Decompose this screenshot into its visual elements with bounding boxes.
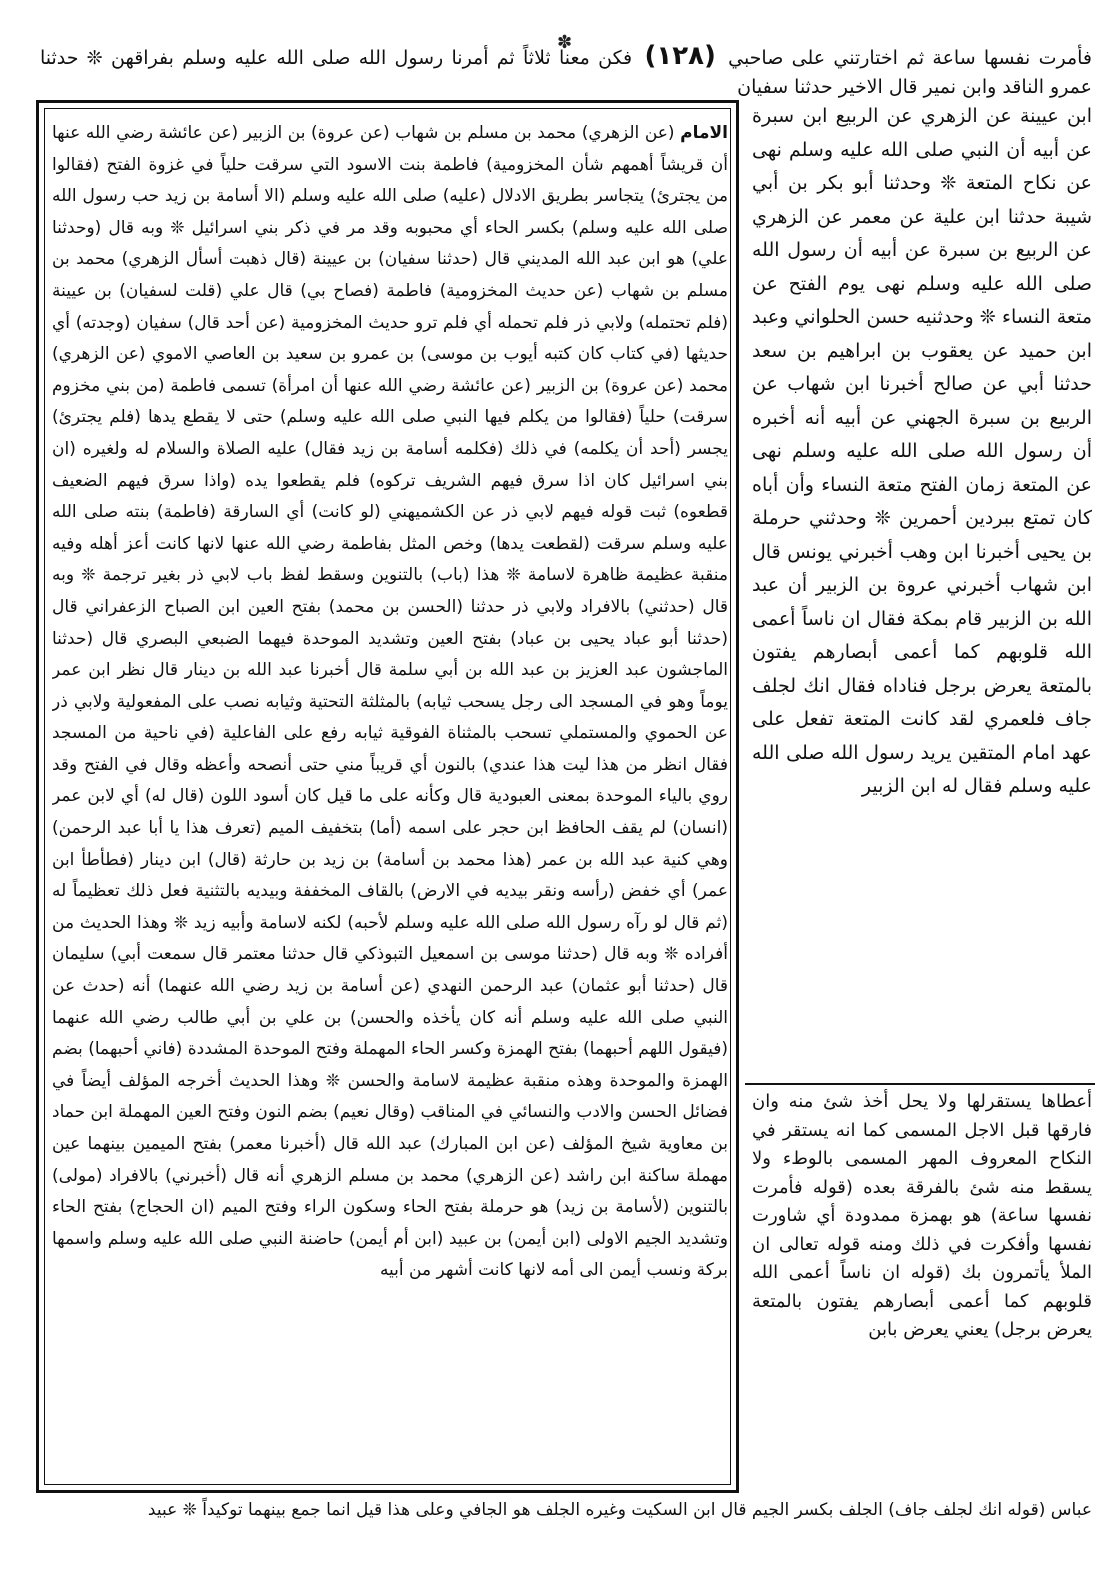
header-ornament: ✽ [557, 32, 573, 53]
commentary-text: (عن الزهري) محمد بن مسلم بن شهاب (عن عروة) بن الزبير (عن عائشة رضي الله عنها أن قريشاً أهمهم شأن المخزومية) فاطمة بنت الاسود التي سرقت حلياً في غزوة الفتح (فقالوا من يجترئ) يتجاسر بطريق الادلال (عليه) صلى الله عليه وسلم (الا أسامة بن زيد حب رسول الله صلى الله عليه وسلم) بكسر الحاء أي محبوبه وقد مر في ذكر بني اسرائيل ❊ وبه قال (وحدثنا علي) هو ابن عبد الله المديني قال (حدثنا سفيان) بن عيينة (قال ذهبت أسأل الزهري) محمد بن مسلم بن شهاب (عن حديث المخزومية) فاطمة (فصاح بي) قال علي (قلت لسفيان) بن عيينة (فلم تحتمله) ولابي ذر فلم تحمله أي فلم ترو حديث المخزومية (عن أحد قال) سفيان (وجدته) أي حديثها (في كتاب كان كتبه أيوب بن موسى) بن عمرو بن سعيد بن العاصي الاموي (عن الزهري) محمد (عن عروة) بن الزبير (عن عائشة رضي الله عنها أن امرأة) تسمى فاطمة (من بني مخزوم سرقت) حلياً (فقالوا من يكلم فيها النبي صلى الله عليه وسلم) حتى لا يقطع يدها (فلم يجترئ) يجسر (أحد أن يكلمه) في ذلك (فكلمه أسامة بن زيد فقال) عليه الصلاة والسلام له ولغيره (ان بني اسرائيل كان اذا سرق فيهم الشريف تركوه) فلم يقطعوا يده (واذا سرق فيهم الضعيف قطعوه) ثبت قوله فيهم لابي ذر عن الكشميهني (لو كانت) أي السارقة (فاطمة) بنته صلى الله عليه وسلم سرقت (لقطعت يدها) وخص المثل بفاطمة رضي الله عنها لانها كانت أعز أهله وفيه منقبة عظيمة ظاهرة لاسامة ❊ هذا (باب) بالتنوين وسقط لفظ باب لابي ذر بغير ترجمة ❊ وبه قال (حدثني) بالافراد ولابي ذر حدثنا (الحسن بن محمد) بفتح العين ابن الصباح الزعفراني قال (حدثنا أبو عباد يحيى بن عباد) بفتح العين وتشديد الموحدة فيهما الضبعي البصري قال (حدثنا الماجشون عبد العزيز بن عبد الله بن أبي سلمة قال أخبرنا عبد الله بن دينار قال نظر ابن عمر يوماً وهو في المسجد الى رجل يسحب ثيابه) بالمثلثة التحتية وثيابه نصب على المفعولية ولابي ذر عن الحموي والمستملي تسحب بالمثناة الفوقية ثيابه رفع على الفاعلية (في ناحية من المسجد فقال انظر من هذا ليت هذا عندي) بالنون أي قريباً مني حتى أنصحه وأعظه وقال في الفتح وقد روي بالياء الموحدة بمعنى العبودية قال وكأنه على ما قيل كان أسود اللون (قال له) أي لابن عمر (انسان) لم يقف الحافظ ابن حجر على اسمه (أما) بتخفيف الميم (تعرف هذا يا أبا عبد الرحمن) وهي كنية عبد الله بن عمر (هذا محمد بن أسامة) بن زيد بن حارثة (قال) ابن دينار (فطأطأ ابن عمر) أي خفض (رأسه ونقر بيديه في الارض) بالقاف المخففة وبيديه بالتثنية فعل ذلك تعظيماً له (ثم قال لو رآه رسول الله صلى الله عليه وسلم لأحبه) لكنه لاسامة وأبيه زيد ❊ وهذا الحديث من أفراده ❊ وبه قال (حدثنا موسى بن اسمعيل التبوذكي قال حدثنا معتمر قال سمعت أبي) سليمان قال (حدثنا أبو عثمان) عبد الرحمن النهدي (عن أسامة بن زيد رضي الله عنهما) أنه (حدث عن النبي صلى الله عليه وسلم أنه كان يأخذه والحسن) بن علي بن أبي طالب رضي الله عنهما (فيقول اللهم أحبهما) بفتح الهمزة وكسر الحاء المهملة وفتح الموحدة المشددة (فاني أحبهما) بضم الهمزة والموحدة وهذه منقبة عظيمة لاسامة والحسن ❊ وهذا الحديث أخرجه المؤلف أيضاً في فضائل الحسن والادب والنسائي في المناقب (وقال نعيم) بضم النون وفتح العين المهملة ابن حماد بن معاوية شيخ المؤلف (عن ابن المبارك) عبد الله قال (أخبرنا معمر) بفتح الميمين بينهما عين مهملة ساكنة ابن راشد (عن الزهري) محمد بن مسلم الزهري أنه قال (أخبرني) بالافراد (مولى) بالتنوين (لأسامة بن زيد) هو حرملة بفتح الحاء وسكون الراء وفتح الميم (ان الحجاج) بفتح الحاء وتشديد الجيم الاولى (ابن أيمن) بن عبيد (ابن أم أيمن) حاضنة النبي صلى الله عليه وسلم واسمها بركة ونسب أيمن الى أمه لانها كانت أشهر من أبيه [52, 123, 728, 1281]
running-header [40, 42, 1092, 102]
commentary-lead: الامام [680, 123, 728, 143]
gloss-column: أعطاها يستقرلها ولا يحل أخذ شئ منه وان فارقها قبل الاجل المسمى كما انه يستقر في النكاح المعروف المهر المسمى بالوطء ولا يسقط منه شئ بالفرقة بعده (قوله فأمرت نفسها ساعة) هو بهمزة ممدودة أي شاورت نفسها وأفكرت في ذلك ومنه قوله تعالى ان الملأ يأتمرون بك (قوله ان ناساً أعمى الله قلوبهم كما أعمى أبصارهم يفتون بالمتعة يعرض برجل) يعني يعرض بابن [752, 1091, 1092, 1340]
page-number: (١٢٨) [644, 42, 716, 71]
matn-column: ابن عيينة عن الزهري عن الربيع ابن سبرة عن أبيه أن النبي صلى الله عليه وسلم نهى عن نكاح المتعة ❊ وحدثنا أبو بكر بن أبي شيبة حدثنا ابن علية عن معمر عن الزهري عن الربيع بن سبرة عن أبيه أن رسول الله صلى الله عليه وسلم نهى يوم الفتح عن متعة النساء ❊ وحدثنيه حسن الحلواني وعبد ابن حميد عن يعقوب بن ابراهيم بن سعد حدثنا أبي عن صالح أخبرنا ابن شهاب عن الربيع بن سبرة الجهني عن أبيه أنه أخبره أن رسول الله صلى الله عليه وسلم نهى عن المتعة زمان الفتح متعة النساء وأن أباه كان تمتع ببردين أحمرين ❊ وحدثني حرملة بن يحيى أخبرنا ابن وهب أخبرني يونس قال ابن شهاب أخبرني عروة بن الزبير أن عبد الله بن الزبير قام بمكة فقال ان ناساً أعمى الله قلوبهم كما أعمى أبصارهم يفتون بالمتعة يعرض برجل فناداه فقال انك لجلف جاف فلعمري لقد كانت المتعة تفعل على عهد امام المتقين يريد رسول الله صلى الله عليه وسلم فقال له ابن الزبير [752, 105, 1092, 797]
commentary-column [52, 118, 728, 1484]
footer-line: عباس (قوله انك لجلف جاف) الجلف بكسر الجيم قال ابن السكيت وغيره الجلف هو الجافي وعلى هذا قيل انما جمع بينهما توكيداً ❊ عبيد [147, 1500, 1092, 1520]
header-text-after: فكن معنا ثلاثاً ثم أمرنا رسول الله صلى الله عليه وسلم بفراقهن ❊ حدثنا عمرو الناقد وابن نمير قال الاخير حدثنا سفيان [40, 47, 1092, 98]
column-divider [745, 1083, 1095, 1085]
header-text-before: فأمرت نفسها ساعة ثم اختارتني على صاحبي [728, 47, 1092, 69]
